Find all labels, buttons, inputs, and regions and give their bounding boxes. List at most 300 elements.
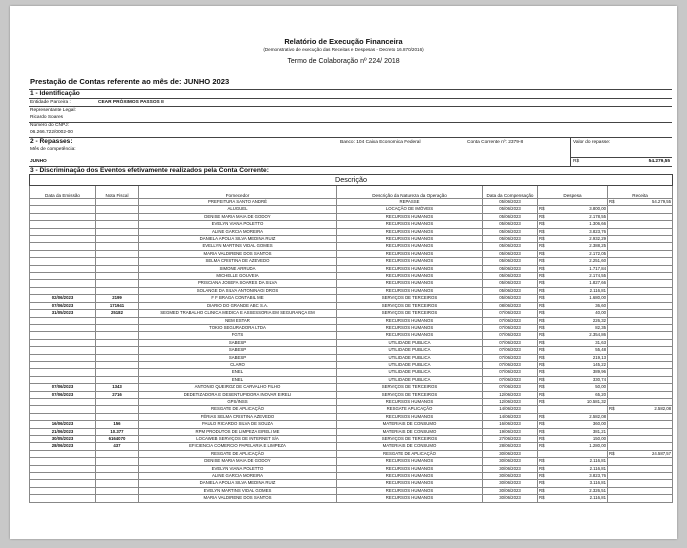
cell-compensation-date: 05/06/2023: [483, 287, 538, 294]
cell-expense: [538, 213, 608, 220]
cell-issue-date: [30, 317, 96, 324]
cell-compensation-date: 14/06/2023: [483, 413, 538, 420]
cell-supplier: MARIA VALDIRENE DOS SANTOS: [139, 250, 337, 257]
cell-invoice: 2716: [96, 391, 139, 398]
cell-expense: [538, 206, 608, 213]
cell-invoice: [96, 258, 139, 265]
cell-compensation-date: 12/06/2023: [483, 398, 538, 405]
cell-nature: RECURSOS HUMANOS: [337, 258, 483, 265]
table-row: [30, 302, 673, 309]
cell-supplier: DENISE MARIA MAIA DE GODOY: [139, 458, 337, 465]
cell-invoice: [96, 228, 139, 235]
term-number: Termo de Colaboração nº 224/ 2018: [287, 58, 400, 65]
cell-expense: [538, 324, 608, 331]
cell-invoice: [96, 206, 139, 213]
table-row: [30, 332, 673, 339]
currency-symbol: R$: [539, 347, 545, 353]
cell-expense: [538, 465, 608, 472]
currency-symbol: R$: [539, 339, 545, 345]
cell-nature: RECURSOS HUMANOS: [337, 332, 483, 339]
cell-nature: RESGATE DE APLICAÇÃO: [337, 450, 483, 457]
cell-issue-date: [30, 406, 96, 413]
cell-expense: [538, 436, 608, 443]
cell-supplier: CLARO: [139, 361, 337, 368]
cell-revenue: [608, 391, 673, 398]
cell-revenue: [608, 302, 673, 309]
table-row: [30, 391, 673, 398]
cell-supplier: ANTONIO QUEIROZ DE CARVALHO FILHO: [139, 384, 337, 391]
entity-label: Entidade Parceira :: [30, 100, 71, 105]
cell-supplier: SEGMED TRABALHO CLINICA MEDICA E ASSESSORIA EM SEGURANÇA EM: [139, 310, 337, 317]
cell-compensation-date: 07/06/2023: [483, 376, 538, 383]
cell-compensation-date: 05/06/2023: [483, 221, 538, 228]
cell-issue-date: [30, 206, 96, 213]
cell-compensation-date: 05/06/2023: [483, 206, 538, 213]
cell-expense-value: 2.116,81: [589, 287, 606, 293]
cell-invoice: 10.377: [96, 428, 139, 435]
cell-expense: [538, 480, 608, 487]
table-row: [30, 465, 673, 472]
cell-issue-date: 07/06/2023: [30, 384, 96, 391]
cell-issue-date: [30, 465, 96, 472]
cell-invoice: 437: [96, 443, 139, 450]
cell-nature: RESGATE APLICAÇÃO: [337, 406, 483, 413]
cell-revenue: [608, 265, 673, 272]
cell-expense: [538, 199, 608, 206]
table-row: [30, 280, 673, 287]
cell-compensation-date: 19/06/2023: [483, 428, 538, 435]
cell-invoice: [96, 317, 139, 324]
cell-revenue: [608, 398, 673, 405]
cell-compensation-date: 30/06/2023: [483, 495, 538, 502]
table-row: [30, 250, 673, 257]
cell-issue-date: [30, 398, 96, 405]
cell-supplier: LOCAWEB SERVIÇOS DE INTERNET S/A: [139, 436, 337, 443]
cell-invoice: [96, 495, 139, 502]
cell-compensation-date: 07/06/2023: [483, 354, 538, 361]
cell-compensation-date: 07/06/2023: [483, 310, 538, 317]
cell-nature: RECURSOS HUMANOS: [337, 324, 483, 331]
cell-invoice: [96, 213, 139, 220]
table-row: [30, 287, 673, 294]
cell-issue-date: 28/06/2023: [30, 443, 96, 450]
cell-invoice: [96, 236, 139, 243]
cell-invoice: [96, 354, 139, 361]
currency-symbol: R$: [539, 376, 545, 382]
cell-compensation-date: 05/06/2023: [483, 213, 538, 220]
section-transfers-heading: 2 - Repasses:: [30, 138, 73, 145]
table-caption: Descrição: [30, 175, 673, 186]
cell-supplier: ALUGUEL: [139, 206, 337, 213]
cell-compensation-date: 07/06/2023: [483, 347, 538, 354]
currency-symbol: R$: [539, 369, 545, 375]
currency-symbol: R$: [539, 473, 545, 479]
cell-expense: [538, 236, 608, 243]
cell-issue-date: 07/06/2023: [30, 391, 96, 398]
cell-nature: RECURSOS HUMANOS: [337, 265, 483, 272]
cell-supplier: DANIELA APOLIA SILVA MEDINA RUIZ: [139, 480, 337, 487]
cell-expense: [538, 250, 608, 257]
currency-symbol: R$: [539, 465, 545, 471]
table-row: [30, 406, 673, 413]
cell-compensation-date: 05/06/2023: [483, 250, 538, 257]
cell-revenue: [608, 287, 673, 294]
cell-nature: SERVIÇOS DE TERCEIROS: [337, 436, 483, 443]
cnpj-label: Número do CNPJ:: [30, 123, 69, 128]
col-header-revenue: Receita: [608, 186, 673, 199]
cell-invoice: [96, 199, 139, 206]
cnpj-value: 06.266.722/0002-00: [30, 130, 73, 135]
cell-revenue: [608, 465, 673, 472]
currency-symbol: R$: [539, 287, 545, 293]
cell-expense: [538, 265, 608, 272]
cell-revenue: [608, 280, 673, 287]
cell-revenue: [608, 369, 673, 376]
cell-issue-date: [30, 339, 96, 346]
cell-supplier: NEM ESTAR: [139, 317, 337, 324]
cell-nature: RECURSOS HUMANOS: [337, 413, 483, 420]
cell-nature: RECURSOS HUMANOS: [337, 480, 483, 487]
cell-compensation-date: 07/06/2023: [483, 324, 538, 331]
cell-issue-date: 07/06/2023: [30, 302, 96, 309]
table-row: [30, 376, 673, 383]
cell-expense-value: 2.116,81: [589, 495, 606, 501]
cell-issue-date: [30, 450, 96, 457]
cell-expense-value: 381,21: [592, 428, 606, 434]
cell-supplier: DEDETIZADORA E DESENTUPIDORA INOVAR EIRELI: [139, 391, 337, 398]
cell-supplier: EVELYN VIANA POLETTO: [139, 465, 337, 472]
cell-revenue-value: 24.587,57: [651, 450, 672, 456]
cell-nature: UTILIDADE PUBLICA: [337, 339, 483, 346]
cell-expense: [538, 487, 608, 494]
table-row: [30, 199, 673, 206]
cell-supplier: PRISCIANA JOSEFA SOARES DA SILVA: [139, 280, 337, 287]
cell-compensation-date: 05/06/2023: [483, 199, 538, 206]
report-subtitle: (Demonstrativo de execução das Receitas e Despesas - Decreto 16.870/2016): [263, 47, 424, 52]
cell-invoice: [96, 332, 139, 339]
cell-compensation-date: 08/06/2023: [483, 302, 538, 309]
cell-invoice: 1343: [96, 384, 139, 391]
section-events-heading: 3 - Discriminação dos Eventos efetivamente realizados pela Conta Corrente:: [30, 167, 269, 174]
currency-symbol: R$: [539, 265, 545, 271]
cell-expense: [538, 443, 608, 450]
cell-expense: [538, 243, 608, 250]
cell-expense-value: 389,96: [592, 369, 606, 375]
cell-nature: RECURSOS HUMANOS: [337, 287, 483, 294]
currency-symbol: R$: [539, 480, 545, 486]
cell-revenue: [608, 206, 673, 213]
table-row: [30, 317, 673, 324]
cell-invoice: [96, 369, 139, 376]
cell-expense-value: 1.717,84: [589, 265, 606, 271]
cell-invoice: 25182: [96, 310, 139, 317]
cell-expense-value: 1.306,66: [589, 221, 606, 227]
cell-supplier: PAULO RICARDO SILVA DE SOUZA: [139, 421, 337, 428]
divider: [570, 157, 672, 158]
cell-revenue: [608, 495, 673, 502]
cell-invoice: [96, 413, 139, 420]
cell-revenue: [608, 450, 673, 457]
cell-revenue: [608, 199, 673, 206]
section-identification-heading: 1 - Identificação: [30, 90, 80, 97]
cell-revenue: [608, 487, 673, 494]
table-row: [30, 236, 673, 243]
cell-supplier: DANIELA APOLIA SILVA MEDINA RUIZ: [139, 236, 337, 243]
cell-expense-value: 65,20: [595, 391, 606, 397]
cell-compensation-date: 05/06/2023: [483, 258, 538, 265]
cell-expense: [538, 384, 608, 391]
currency-symbol: R$: [539, 250, 545, 256]
cell-supplier: SOLANGE DA SILVA ANTONINAGI DROS: [139, 287, 337, 294]
table-row: [30, 458, 673, 465]
cell-expense-value: 2.116,81: [589, 458, 606, 464]
cell-expense-value: 2.932,29: [589, 236, 606, 242]
cell-revenue: [608, 310, 673, 317]
cell-expense-value: 330,74: [592, 376, 606, 382]
cell-expense: [538, 391, 608, 398]
cell-supplier: SABESP: [139, 339, 337, 346]
table-row: [30, 384, 673, 391]
cell-invoice: [96, 473, 139, 480]
cell-revenue: [608, 221, 673, 228]
cell-revenue: [608, 361, 673, 368]
cell-invoice: [96, 361, 139, 368]
divider: [29, 89, 672, 90]
cell-issue-date: [30, 347, 96, 354]
cell-issue-date: 30/05/2023: [30, 436, 96, 443]
cell-issue-date: [30, 473, 96, 480]
cell-nature: RECURSOS HUMANOS: [337, 458, 483, 465]
cell-supplier: EVELYN VIANA POLETTO: [139, 221, 337, 228]
table-row: [30, 473, 673, 480]
cell-issue-date: [30, 265, 96, 272]
events-table: [29, 174, 673, 503]
cell-supplier: ENEL: [139, 376, 337, 383]
cell-issue-date: [30, 213, 96, 220]
cell-expense: [538, 458, 608, 465]
table-row: [30, 213, 673, 220]
table-row: [30, 258, 673, 265]
cell-expense-value: 360,00: [592, 421, 606, 427]
cell-revenue: [608, 384, 673, 391]
cell-expense-value: 3.823,76: [589, 228, 606, 234]
cell-expense-value: 40,00: [595, 310, 606, 316]
cell-expense-value: 3.823,76: [589, 473, 606, 479]
cell-compensation-date: 07/06/2023: [483, 361, 538, 368]
cell-nature: LOCAÇÃO DE IMÓVEIS: [337, 206, 483, 213]
cell-issue-date: [30, 258, 96, 265]
currency-symbol: R$: [609, 406, 615, 412]
cell-revenue: [608, 339, 673, 346]
cell-invoice: [96, 273, 139, 280]
cell-supplier: EVELLYN MARTINS VIDAL GOMES: [139, 243, 337, 250]
cell-issue-date: [30, 221, 96, 228]
divider: [29, 122, 672, 123]
table-row: [30, 273, 673, 280]
cell-expense: [538, 428, 608, 435]
cell-expense: [538, 361, 608, 368]
cell-supplier: PREFEITURA SANTO ANDRÉ: [139, 199, 337, 206]
cell-supplier: FGTS: [139, 332, 337, 339]
cell-supplier: RPM PRODUTOS DE LIMPEZA EIRELI ME: [139, 428, 337, 435]
cell-expense-value: 2.582,08: [589, 413, 606, 419]
table-row: [30, 295, 673, 302]
currency-symbol: R$: [539, 421, 545, 427]
currency-symbol: R$: [539, 391, 545, 397]
cell-expense: [538, 258, 608, 265]
cell-nature: SERVIÇOS DE TERCEIROS: [337, 302, 483, 309]
table-row: [30, 324, 673, 331]
table-row: [30, 228, 673, 235]
table-row: [30, 436, 673, 443]
cell-compensation-date: 30/06/2023: [483, 458, 538, 465]
cell-expense: [538, 228, 608, 235]
cell-nature: UTILIDADE PUBLICA: [337, 347, 483, 354]
cell-invoice: 2199: [96, 295, 139, 302]
cell-compensation-date: 30/06/2023: [483, 465, 538, 472]
cell-supplier: TOKIO SEGURADORA LTDA: [139, 324, 337, 331]
cell-issue-date: [30, 487, 96, 494]
currency-symbol: R$: [539, 443, 545, 449]
cell-supplier: RESGATE DE APLICAÇÃO: [139, 406, 337, 413]
transfer-amount: 54.279,55: [648, 159, 670, 164]
currency-symbol: R$: [539, 213, 545, 219]
cell-expense: [538, 332, 608, 339]
cell-nature: RECURSOS HUMANOS: [337, 398, 483, 405]
cell-supplier: SIMONE ARRUDA: [139, 265, 337, 272]
table-row: [30, 243, 673, 250]
cell-issue-date: [30, 324, 96, 331]
cell-issue-date: [30, 236, 96, 243]
currency-symbol: R$: [539, 236, 545, 242]
cell-supplier: FÉRIAS SELMA CRISTINA AZEVEDO: [139, 413, 337, 420]
cell-nature: RECURSOS HUMANOS: [337, 465, 483, 472]
cell-expense-value: 150,00: [592, 436, 606, 441]
cell-expense-value: 2.172,05: [589, 250, 606, 256]
cell-expense-value: 2.388,25: [589, 243, 606, 249]
cell-nature: RECURSOS HUMANOS: [337, 495, 483, 502]
currency-symbol: R$: [609, 450, 615, 456]
currency-symbol: R$: [539, 324, 545, 330]
cell-expense: [538, 295, 608, 302]
cell-supplier: SABESP: [139, 347, 337, 354]
cell-compensation-date: 12/06/2023: [483, 391, 538, 398]
cell-supplier: DIARIO DO GRANDE ABC S.A.: [139, 302, 337, 309]
table-row: [30, 495, 673, 502]
cell-nature: RECURSOS HUMANOS: [337, 317, 483, 324]
representative-value: Ricardo Soares: [30, 115, 64, 120]
cell-invoice: [96, 347, 139, 354]
cell-revenue: [608, 213, 673, 220]
cell-issue-date: [30, 480, 96, 487]
cell-expense: [538, 310, 608, 317]
cell-compensation-date: 07/06/2023: [483, 384, 538, 391]
cell-revenue: [608, 421, 673, 428]
cell-compensation-date: 28/06/2023: [483, 443, 538, 450]
cell-expense-value: 1.827,66: [589, 280, 606, 286]
currency-symbol: R$: [539, 295, 545, 301]
cell-issue-date: [30, 413, 96, 420]
cell-invoice: [96, 280, 139, 287]
cell-supplier: DENISE MARIA MAIA DE GODOY: [139, 213, 337, 220]
currency-symbol: R$: [609, 199, 615, 204]
cell-issue-date: [30, 495, 96, 502]
cell-compensation-date: 07/06/2023: [483, 332, 538, 339]
cell-nature: RECURSOS HUMANOS: [337, 213, 483, 220]
cell-expense-value: 31,63: [595, 339, 606, 345]
cell-invoice: [96, 265, 139, 272]
cell-issue-date: 31/05/2023: [30, 310, 96, 317]
table-row: [30, 361, 673, 368]
cell-expense: [538, 354, 608, 361]
cell-revenue: [608, 332, 673, 339]
cell-supplier: EFICIENCIA COMERCIO PAPELARIA E LIMPEZA: [139, 443, 337, 450]
table-row: [30, 206, 673, 213]
cell-issue-date: [30, 280, 96, 287]
cell-nature: RECURSOS HUMANOS: [337, 273, 483, 280]
cell-revenue-value: 54.279,55: [651, 199, 672, 204]
cell-expense: [538, 302, 608, 309]
cell-invoice: 171941: [96, 302, 139, 309]
cell-compensation-date: 07/06/2023: [483, 369, 538, 376]
table-row: [30, 413, 673, 420]
currency-symbol: R$: [539, 413, 545, 419]
cell-invoice: 156: [96, 421, 139, 428]
cell-revenue: [608, 473, 673, 480]
currency-symbol: R$: [539, 228, 545, 234]
cell-revenue: [608, 443, 673, 450]
cell-issue-date: 02/06/2023: [30, 295, 96, 302]
cell-supplier: RESGATE DE APLICAÇÃO: [139, 450, 337, 457]
currency-symbol: R$: [539, 317, 545, 323]
report-page: [10, 6, 677, 539]
table-row: [30, 354, 673, 361]
col-header-issue-date: Data da Emissão: [30, 186, 96, 199]
cell-supplier: ALINE GARCIA MOREIRA: [139, 228, 337, 235]
divider: [29, 98, 672, 99]
cell-expense-value: 3.116,81: [589, 480, 606, 486]
cell-supplier: EVELYN MARTINS VIDAL GOMES: [139, 487, 337, 494]
period-title: Prestação de Contas referente ao mês de: JUNHO 2023: [30, 77, 230, 86]
account-number: Conta Corrente nº: 2379-8: [467, 140, 524, 145]
cell-nature: RECURSOS HUMANOS: [337, 236, 483, 243]
table-row: [30, 487, 673, 494]
currency-symbol: R$: [539, 258, 545, 264]
cell-issue-date: [30, 332, 96, 339]
cell-invoice: [96, 406, 139, 413]
cell-invoice: [96, 287, 139, 294]
cell-nature: RECURSOS HUMANOS: [337, 221, 483, 228]
cell-nature: UTILIDADE PUBLICA: [337, 361, 483, 368]
cell-nature: RECURSOS HUMANOS: [337, 280, 483, 287]
cell-revenue: [608, 413, 673, 420]
cell-expense-value: 219,13: [592, 354, 606, 360]
cell-nature: MATERIAIS DE CONSUMO: [337, 428, 483, 435]
cell-issue-date: [30, 287, 96, 294]
bank-info: Banco: 104 Caixa Economica Federal: [340, 140, 421, 145]
cell-expense: [538, 406, 608, 413]
cell-revenue: [608, 458, 673, 465]
col-header-expense: Despesa: [538, 186, 608, 199]
currency-symbol: R$: [539, 398, 545, 404]
cell-compensation-date: 05/06/2023: [483, 280, 538, 287]
currency-symbol: R$: [539, 243, 545, 249]
cell-nature: SERVIÇOS DE TERCEIROS: [337, 295, 483, 302]
table-row: [30, 347, 673, 354]
representative-label: Representante Legal:: [30, 108, 76, 113]
cell-expense: [538, 369, 608, 376]
cell-revenue: [608, 258, 673, 265]
